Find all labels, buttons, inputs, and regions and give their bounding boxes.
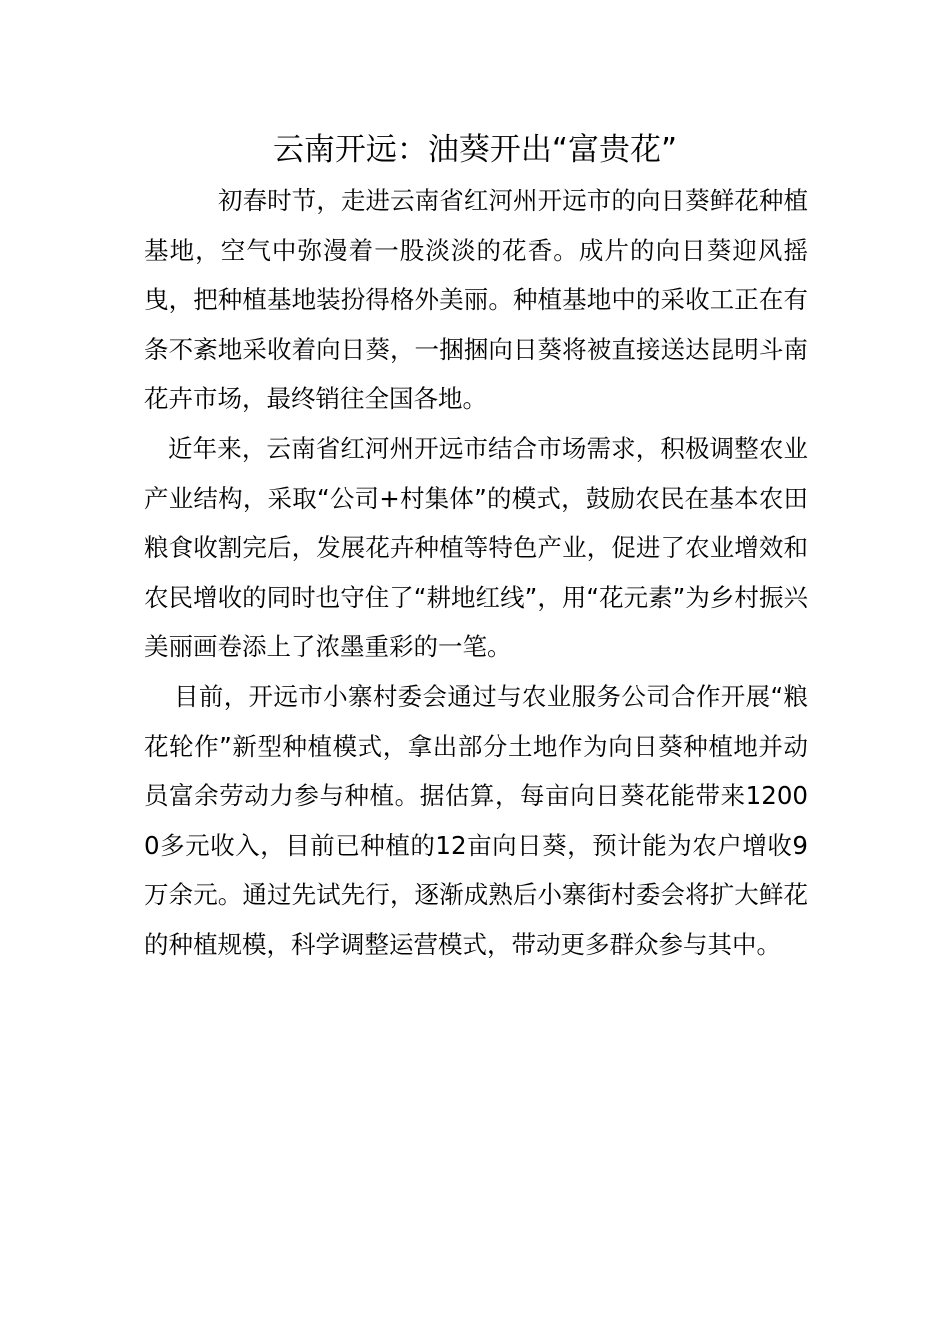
article-title: 云南开远：油葵开出“富贵花” [272, 132, 678, 168]
article-paragraph-3: 目前，开远市小寨村委会通过与农业服务公司合作开展“粮花轮作”新型种植模式，拿出部分土地作为向日葵种植地并动员富余劳动力参与种植。据估算，每亩向日葵花能带来12000多元收入，目前已种植的12亩向日葵，预计能为农户增收9万余元。通过先试先行，逐渐成熟后小寨街村委会将扩大鲜花的种植规模，科学调整运营模式，带动更多群众参与其中。 [144, 682, 808, 959]
article-paragraph-1: 初春时节，走进云南省红河州开远市的向日葵鲜花种植基地，空气中弥漫着一股淡淡的花香。成片的向日葵迎风摇曳，把种植基地装扮得格外美丽。种植基地中的采收工正在有条不紊地采收着向日葵，一捆捆向日葵将被直接送达昆明斗南花卉市场，最终销往全国各地。 [144, 186, 808, 414]
article-paragraph-2: 近年来，云南省红河州开远市结合市场需求，积极调整农业产业结构，采取“公司+村集体”的模式，鼓励农民在基本农田粮食收割完后，发展花卉种植等特色产业，促进了农业增效和农民增收的同时也守住了“耕地红线”，用“花元素”为乡村振兴美丽画卷添上了浓墨重彩的一笔。 [144, 434, 808, 662]
